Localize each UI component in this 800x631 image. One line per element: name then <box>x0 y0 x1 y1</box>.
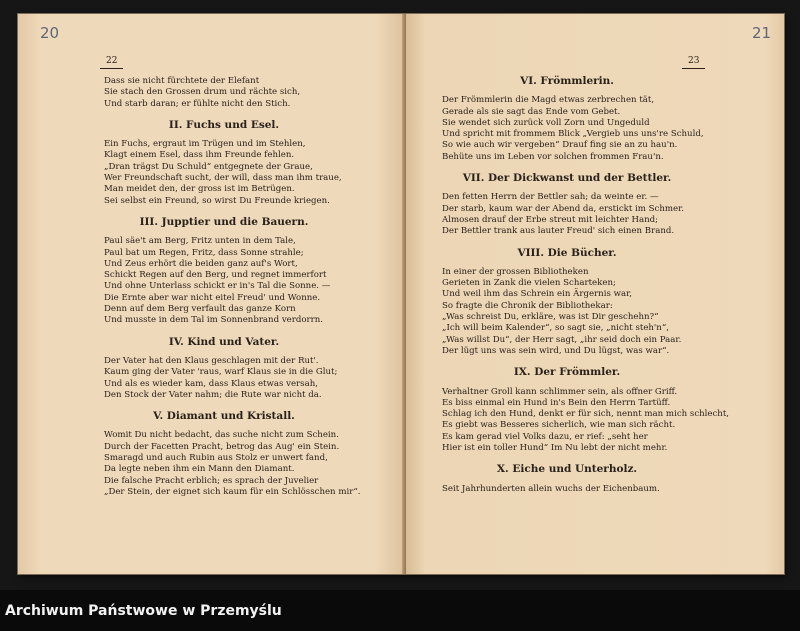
poem-heading: VI. Frömmlerin. <box>520 75 614 87</box>
poem-line: „Der Stein, der eignet sich kaum für ein Schlösschen mir“. <box>104 486 361 497</box>
right-archive-number: 21 <box>752 24 772 42</box>
intro-line: Und starb daran; er fühlte nicht den Stich. <box>104 98 291 109</box>
poem-line: Kaum ging der Vater 'raus, warf Klaus sie in die Glut; <box>104 367 338 378</box>
intro-line: Dass sie nicht fürchtete der Elefant <box>104 76 260 86</box>
poem-line: Und als es wieder kam, dass Klaus etwas versah, <box>104 378 318 389</box>
poem-line: Und musste in dem Tal im Sonnenbrand verdorrn. <box>104 315 324 326</box>
poem-line: Denn auf dem Berg verfault das ganze Korn <box>104 304 296 315</box>
poem-line: Almosen drauf der Erbe streut mit leichter Hand; <box>442 214 659 225</box>
poem-line: Schlag ich den Hund, denkt er für sich, nennt man mich schlecht, <box>442 409 730 420</box>
left-archive-number: 20 <box>40 24 60 42</box>
poem-line: Es biss einmal ein Hund in's Bein den Herrn Tartüff. <box>442 397 671 408</box>
intro-line: Sie stach den Grossen drum und rächte sich, <box>104 87 301 98</box>
poem-line: „Was schreist Du, erkläre, was ist Dir geschehn?“ <box>442 312 659 323</box>
poem-line: Klagt einem Esel, dass ihm Freunde fehlen. <box>104 150 295 161</box>
poem-line: „Ich will beim Kalender“, so sagt sie, „nicht steh'n“, <box>442 323 669 334</box>
right-page <box>406 14 784 574</box>
poem-line: So fragte die Chronik der Bibliothekar: <box>442 300 613 311</box>
poem-line: Der lügt uns was sein wird, und Du lügst, was war“. <box>442 345 670 356</box>
poem-line: Es kam gerad viel Volks dazu, er rief: „seht her <box>442 431 648 442</box>
poem-heading: II. Fuchs und Esel. <box>168 118 280 131</box>
poem-line: Ein Fuchs, ergraut im Trügen und im Stehlen, <box>104 139 306 150</box>
poem-line: Gerieten in Zank die vielen Scharteken; <box>442 278 616 289</box>
poem-line: Und spricht mit frommem Blick „Vergieb uns uns're Schuld, <box>442 129 704 140</box>
poem-line: Paul bat um Regen, Fritz, dass Sonne strahle; <box>104 247 304 258</box>
poem-line: Der Bettler trank aus lauter Freud' sich einen Brand. <box>442 226 675 237</box>
poem-line: Gerade als sie sagt das Ende vom Gebet. <box>442 106 621 117</box>
left-text-column <box>104 76 361 498</box>
poem-line: Und weil ihm das Schrein ein Ärgernis war, <box>442 289 632 300</box>
poem-line: Durch der Facetten Pracht, betrog das Aug' ein Stein. <box>104 441 340 452</box>
poem-line: Der Vater hat den Klaus geschlagen mit der Rut'. <box>104 355 319 366</box>
poem-line: Man meidet den, der gross ist im Betrügen. <box>104 184 295 195</box>
poem-line: Schickt Regen auf den Berg, und regnet immerfort <box>104 270 327 281</box>
left-page <box>18 14 406 574</box>
poem-line: Den Stock der Vater nahm; die Rute war nicht da. <box>104 389 322 400</box>
poem-line: Es giebt was Besseres sicherlich, wie man sich rächt. <box>442 420 676 431</box>
poem-heading: VII. Der Dickwanst und der Bettler. <box>462 172 672 185</box>
poem-heading: VIII. Die Bücher. <box>517 246 617 259</box>
poem-line: In einer der grossen Bibliotheken <box>442 266 589 277</box>
poem-line: Smaragd und auch Rubin aus Stolz er unwert fand, <box>104 453 328 464</box>
left-page-number: 22 <box>106 56 118 66</box>
poem-line: Sie wendet sich zurück voll Zorn und Ungeduld <box>442 117 650 128</box>
poem-line: Der starb, kaum war der Abend da, erstickt im Schmer. <box>442 203 685 214</box>
poem-line: Womit Du nicht bedacht, das suche nicht zum Schein. <box>104 430 339 441</box>
right-page-number: 23 <box>688 56 700 66</box>
poem-line: Paul säe't am Berg, Fritz unten in dem Tale, <box>104 236 296 247</box>
poem-line: Da legte neben ihm ein Mann den Diamant. <box>104 464 295 475</box>
poem-heading: III. Jupptier und die Bauern. <box>139 215 309 228</box>
poem-line: „Was willst Du“, der Herr sagt, „ihr seid doch ein Paar. <box>442 334 682 345</box>
poem-heading: X. Eiche und Unterholz. <box>496 463 638 476</box>
poem-line: So wie auch wir vergeben“ Drauf fing sie an zu hau'n. <box>442 140 678 151</box>
poem-line: „Dran trägst Du Schuld“ entgegnete der Graue, <box>104 161 313 172</box>
right-text-column <box>442 66 730 495</box>
poem-heading: V. Diamant und Kristall. <box>153 410 295 423</box>
poem-line: Hier ist ein toller Hund“ Im Nu lebt der nicht mehr. <box>442 443 668 454</box>
poem-line: Verhaltner Groll kann schlimmer sein, als offner Griff. <box>442 386 678 397</box>
poem-line: Der Frömmlerin die Magd etwas zerbrechen tät, <box>442 95 655 106</box>
archive-footer <box>0 590 800 631</box>
poem-line: Den fetten Herrn der Bettler sah; da weinte er. — <box>442 192 659 203</box>
poem-line: Die falsche Pracht erblich; es sprach der Juvelier <box>104 475 319 486</box>
poem-heading: IX. Der Frömmler. <box>513 366 621 379</box>
poem-line: Behüte uns im Leben vor solchen frommen Frau'n. <box>442 151 664 162</box>
poem-heading: IV. Kind und Vater. <box>168 335 280 348</box>
poem-line: Sei selbst ein Freund, so wirst Du Freunde kriegen. <box>104 195 330 206</box>
poem-line: Und ohne Unterlass schickt er in's Tal die Sonne. — <box>104 281 331 292</box>
open-book <box>18 14 784 574</box>
poem-line: Wer Freundschaft sucht, der will, dass man ihm traue, <box>104 173 342 184</box>
poem-line: Die Ernte aber war nicht eitel Freud' und Wonne. <box>104 292 321 303</box>
poem-line: Seit Jahrhunderten allein wuchs der Eichenbaum. <box>442 483 660 494</box>
poem-line: Und Zeus erhört die beiden ganz auf's Wort, <box>104 258 298 269</box>
archive-label: Archiwum Państwowe w Przemyślu <box>5 603 282 619</box>
